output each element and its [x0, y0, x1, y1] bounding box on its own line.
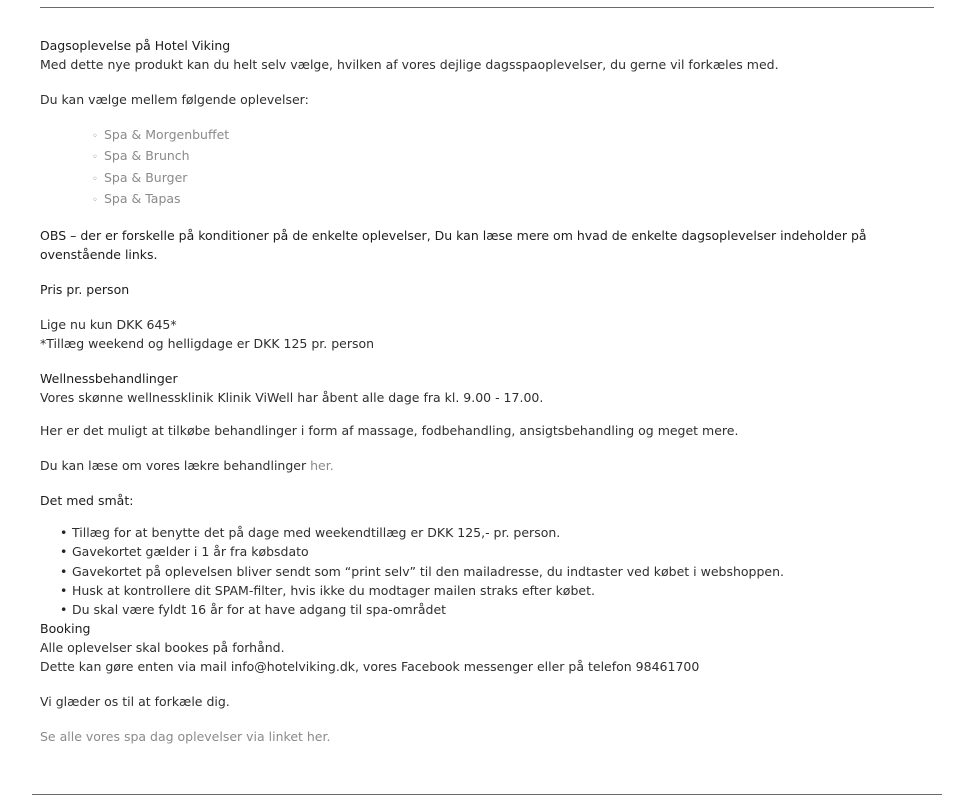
article-content [40, 36, 940, 746]
wellness-treatments: Her er det muligt at tilkøbe behandlinger i form af massage, fodbehandling, ansigtsbehandling og meget mere. [40, 423, 739, 439]
price-heading: Pris pr. person [40, 282, 130, 298]
experience-link-burger[interactable]: ◦ Spa & Burger [104, 168, 940, 189]
price-line: Lige nu kun DKK 645* [40, 317, 177, 333]
intro-text: Med dette nye produkt kan du helt selv vælge, hvilken af vores dejlige dagsspaoplevelser, du gerne vil forkæles med. [40, 57, 779, 72]
small-print-item: • Gavekortet gælder i 1 år fra købsdato [72, 542, 940, 561]
experience-link-tapas[interactable]: ◦ Spa & Tapas [104, 189, 940, 210]
booking-contact: Dette kan gøre enten via mail info@hotelviking.dk, vores Facebook messenger eller på telefon 98461700 [40, 659, 700, 675]
treatments-link[interactable]: her. [310, 458, 334, 474]
small-print-item: • Du skal være fyldt 16 år for at have adgang til spa-området [72, 600, 940, 619]
small-print-item: • Tillæg for at benytte det på dage med weekendtillæg er DKK 125,- pr. person. [72, 523, 940, 542]
see-all-link[interactable]: Se alle vores spa dag oplevelser via linket her. [40, 729, 331, 745]
experience-list [104, 125, 940, 210]
booking-advance: Alle oplevelser skal bookes på forhånd. [40, 640, 285, 656]
wellness-heading: Wellnessbehandlinger [40, 371, 178, 387]
bottom-divider [32, 794, 942, 795]
wellness-read-more-text: Du kan læse om vores lækre behandlinger [40, 458, 311, 474]
price-surcharge: *Tillæg weekend og helligdage er DKK 125 pr. person [40, 336, 375, 352]
experience-link-morgenbuffet[interactable]: ◦ Spa & Morgenbuffet [104, 125, 940, 146]
small-print-list [72, 523, 940, 619]
small-print-item: • Husk at kontrollere dit SPAM-filter, hvis ikke du modtager mailen straks efter købet. [72, 581, 940, 600]
booking-heading: Booking [40, 621, 91, 637]
intro-title: Dagsoplevelse på Hotel Viking [40, 38, 231, 53]
choose-text: Du kan vælge mellem følgende oplevelser: [40, 92, 309, 107]
closing-text: Vi glæder os til at forkæle dig. [40, 694, 230, 710]
obs-note: OBS – der er forskelle på konditioner på de enkelte oplevelser, Du kan læse mere om hvad de enkelte dagsoplevelser indeholder på ovenstående links. [40, 228, 867, 263]
wellness-hours: Vores skønne wellnessklinik Klinik ViWell har åbent alle dage fra kl. 9.00 - 17.00. [40, 390, 544, 406]
small-print-item: • Gavekortet på oplevelsen bliver sendt som “print selv” til den mailadresse, du indtaster ved købet i webshoppen. [72, 562, 940, 581]
small-print-heading: Det med småt: [40, 493, 134, 509]
experience-link-brunch[interactable]: ◦ Spa & Brunch [104, 146, 940, 167]
wellness-read-more [40, 456, 940, 475]
top-divider [40, 7, 934, 8]
